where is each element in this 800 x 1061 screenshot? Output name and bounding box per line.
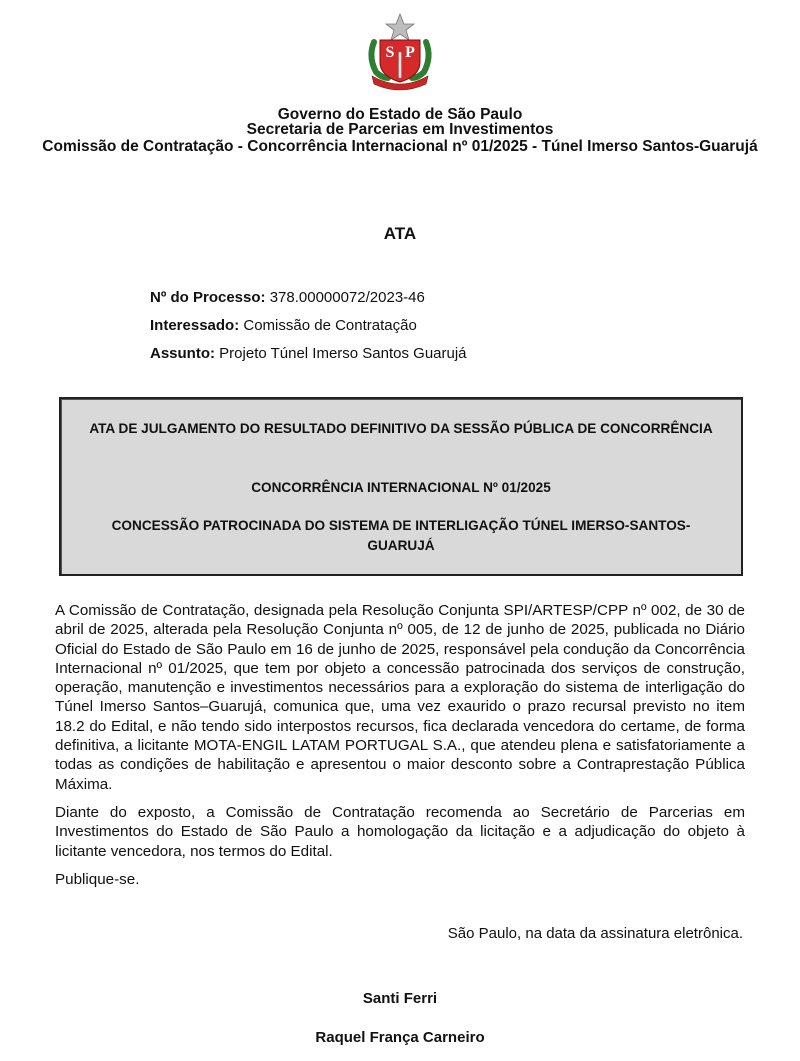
meta-subject: [150, 344, 467, 372]
place-and-date: São Paulo, na data da assinatura eletrônica.: [447, 925, 743, 942]
star-icon: [386, 14, 414, 40]
meta-interested: [150, 316, 467, 344]
header-secretariat: Secretaria de Parcerias em Investimentos: [246, 121, 554, 138]
title-box: [59, 397, 743, 576]
svg-text:P: P: [405, 44, 415, 61]
meta-value: Comissão de Contratação: [243, 317, 417, 334]
sao-paulo-coat-of-arms-icon: [364, 12, 436, 92]
header-government: Governo do Estado de São Paulo: [277, 106, 523, 123]
document-title: ATA: [383, 224, 417, 243]
meta-process-number: [150, 288, 467, 316]
svg-text:S: S: [385, 44, 395, 61]
meta-label: Interessado:: [150, 317, 240, 334]
body-paragraph-decision: A Comissão de Contratação, designada pela Resolução Conjunta SPI/ARTESP/CPP nº 002, de 30 de abril de 2025, alterada pela Resolução Conjunta nº 005, de 12 de junho de 2025, publicada no Diário Oficial do Estado de São Paulo em 16 de junho de 2025, responsável pela condução da Concorrência Internacional nº 01/2025, que tem por objeto a concessão patrocinada dos serviços de construção, operação, manutenção e investimentos necessários para a exploração do sistema de interligação do Túnel Imerso Santos–Guarujá, comunica que, uma vez exaurido o prazo recursal previsto no item 18.2 do Edital, e não tendo sido interpostos recursos, fica declarada vencedora do certame, de forma definitiva, a licitante MOTA-ENGIL LATAM PORTUGAL S.A., que atendeu plena e satisfatoriamente a todas as condições de habilitação e apresentou o maior desconto sobre a Contraprestação Pública Máxima.: [55, 602, 745, 793]
meta-label: Nº do Processo:: [150, 289, 266, 306]
meta-label: Assunto:: [150, 345, 215, 362]
box-tender-number: CONCORRÊNCIA INTERNACIONAL Nº 01/2025: [251, 480, 551, 495]
signer-name: Santi Ferri: [362, 990, 438, 1007]
body-paragraph-recommendation: Diante do exposto, a Comissão de Contratação recomenda ao Secretário de Parcerias em Investimentos do Estado de São Paulo a homologação da licitação e a adjudicação do objeto à licitante vencedora, nos termos do Edital.: [55, 804, 745, 860]
body-paragraph-publish: Publique-se.: [55, 871, 140, 888]
box-concession-title: CONCESSÃO PATROCINADA DO SISTEMA DE INTERLIGAÇÃO TÚNEL IMERSO-SANTOS-GUARUJÁ: [111, 518, 691, 553]
box-heading: ATA DE JULGAMENTO DO RESULTADO DEFINITIVO DA SESSÃO PÚBLICA DE CONCORRÊNCIA: [89, 421, 713, 436]
header-commission: Comissão de Contratação - Concorrência Internacional nº 01/2025 - Túnel Imerso Santos-Guarujá: [42, 138, 758, 155]
meta-value: 378.00000072/2023-46: [269, 289, 425, 306]
meta-value: Projeto Túnel Imerso Santos Guarujá: [219, 345, 467, 362]
document-header: [40, 107, 760, 156]
process-metadata: [150, 288, 467, 372]
signer-name: Raquel França Carneiro: [315, 1029, 485, 1046]
